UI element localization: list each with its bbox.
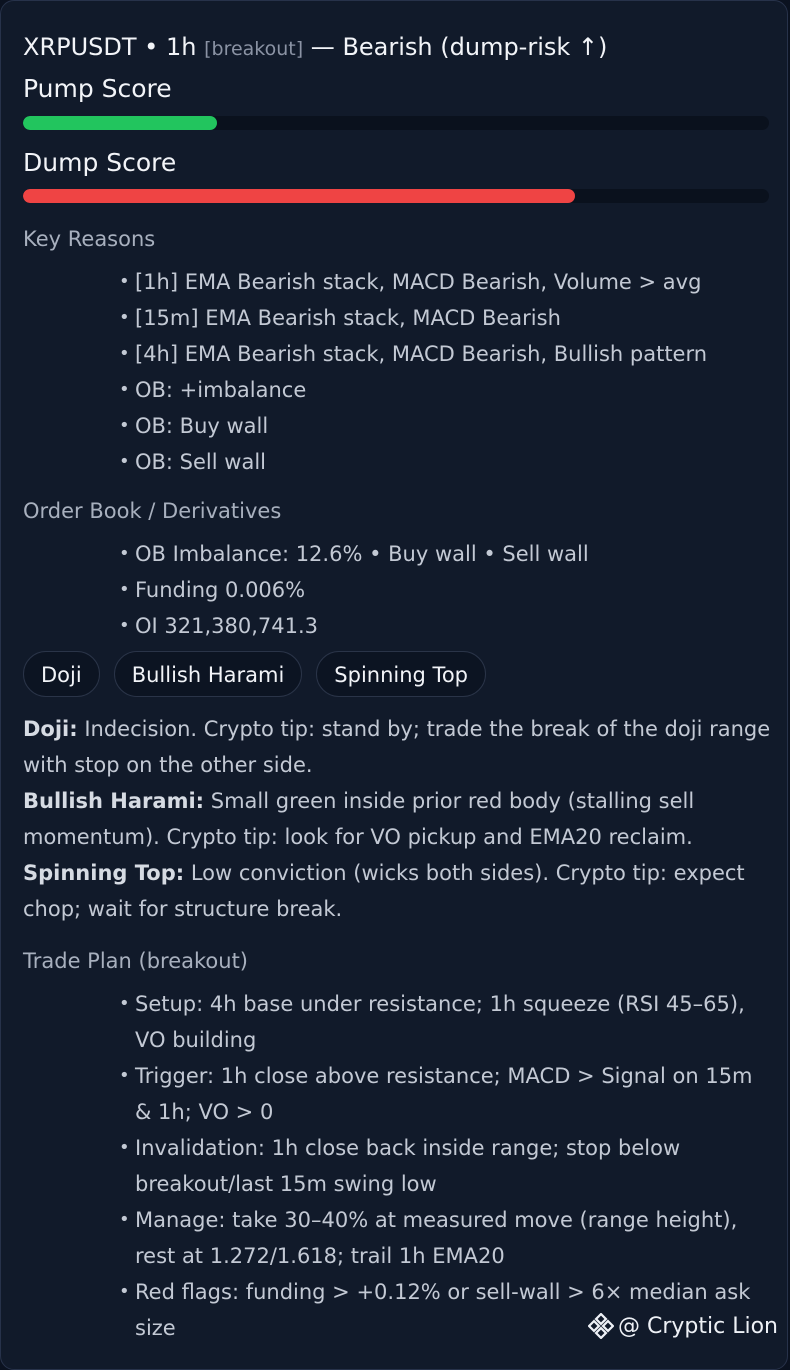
pattern-note-name: Doji: bbox=[23, 717, 78, 741]
list-item: • OB: Buy wall bbox=[119, 408, 707, 444]
pump-score-fill bbox=[23, 116, 217, 130]
chip-doji[interactable]: Doji bbox=[23, 651, 100, 697]
symbol: XRPUSDT bbox=[23, 33, 137, 61]
watermark bbox=[588, 1313, 778, 1339]
list-item: • OB Imbalance: 12.6% • Buy wall • Sell wall bbox=[119, 536, 589, 572]
key-reasons-list bbox=[119, 264, 707, 480]
dump-score-bar bbox=[23, 189, 769, 203]
list-item: • Funding 0.006% bbox=[119, 572, 589, 608]
key-reasons-title: Key Reasons bbox=[23, 227, 156, 251]
diamond-logo-icon bbox=[588, 1313, 614, 1339]
list-item: • OB: +imbalance bbox=[119, 372, 707, 408]
list-item: • Red flags: funding > +0.12% or sell-wall > 6× median ask size bbox=[119, 1274, 759, 1346]
verdict: Bearish (dump-risk ↑) bbox=[342, 33, 608, 61]
list-item: • [4h] EMA Bearish stack, MACD Bearish, Bullish pattern bbox=[119, 336, 707, 372]
watermark-text: @ Cryptic Lion bbox=[618, 1313, 778, 1339]
pattern-chips bbox=[23, 651, 486, 697]
pattern-note-text: Small green inside prior red body (stalling sell momentum). Crypto tip: look for VO pickup and EMA20 reclaim. bbox=[23, 789, 695, 849]
list-item: • Invalidation: 1h close back inside range; stop below breakout/last 15m swing low bbox=[119, 1130, 759, 1202]
pattern-note-doji bbox=[23, 711, 773, 783]
orderbook-list bbox=[119, 536, 589, 644]
trade-plan-title: Trade Plan (breakout) bbox=[23, 949, 249, 973]
mode-tag: [breakout] bbox=[204, 38, 304, 60]
pattern-note-name: Bullish Harami: bbox=[23, 789, 205, 813]
title-separator: • bbox=[144, 33, 159, 61]
list-item: • Trigger: 1h close above resistance; MACD > Signal on 15m & 1h; VO > 0 bbox=[119, 1058, 759, 1130]
title-dash: — bbox=[310, 33, 335, 61]
list-item: • Setup: 4h base under resistance; 1h squeeze (RSI 45–65), VO building bbox=[119, 986, 759, 1058]
orderbook-title: Order Book / Derivatives bbox=[23, 499, 282, 523]
pump-score-bar bbox=[23, 116, 769, 130]
list-item: • [1h] EMA Bearish stack, MACD Bearish, Volume > avg bbox=[119, 264, 707, 300]
pattern-notes bbox=[23, 711, 773, 927]
pump-score-label: Pump Score bbox=[23, 74, 172, 103]
pattern-note-name: Spinning Top: bbox=[23, 861, 185, 885]
pattern-note-spinning-top bbox=[23, 855, 773, 927]
chip-bullish-harami[interactable]: Bullish Harami bbox=[114, 651, 303, 697]
chip-spinning-top[interactable]: Spinning Top bbox=[316, 651, 486, 697]
pattern-note-text: Indecision. Crypto tip: stand by; trade the break of the doji range with stop on the other side. bbox=[23, 717, 771, 777]
pattern-note-bullish-harami bbox=[23, 783, 773, 855]
dump-score-fill bbox=[23, 189, 575, 203]
pattern-note-text: Low conviction (wicks both sides). Crypto tip: expect chop; wait for structure break. bbox=[23, 861, 745, 921]
list-item: • OI 321,380,741.3 bbox=[119, 608, 589, 644]
signal-title bbox=[23, 31, 607, 65]
list-item: • [15m] EMA Bearish stack, MACD Bearish bbox=[119, 300, 707, 336]
timeframe: 1h bbox=[165, 33, 197, 61]
dump-score-label: Dump Score bbox=[23, 148, 177, 177]
trade-plan-list bbox=[119, 986, 759, 1346]
list-item: • OB: Sell wall bbox=[119, 444, 707, 480]
list-item: • Manage: take 30–40% at measured move (range height), rest at 1.272/1.618; trail 1h EMA20 bbox=[119, 1202, 759, 1274]
